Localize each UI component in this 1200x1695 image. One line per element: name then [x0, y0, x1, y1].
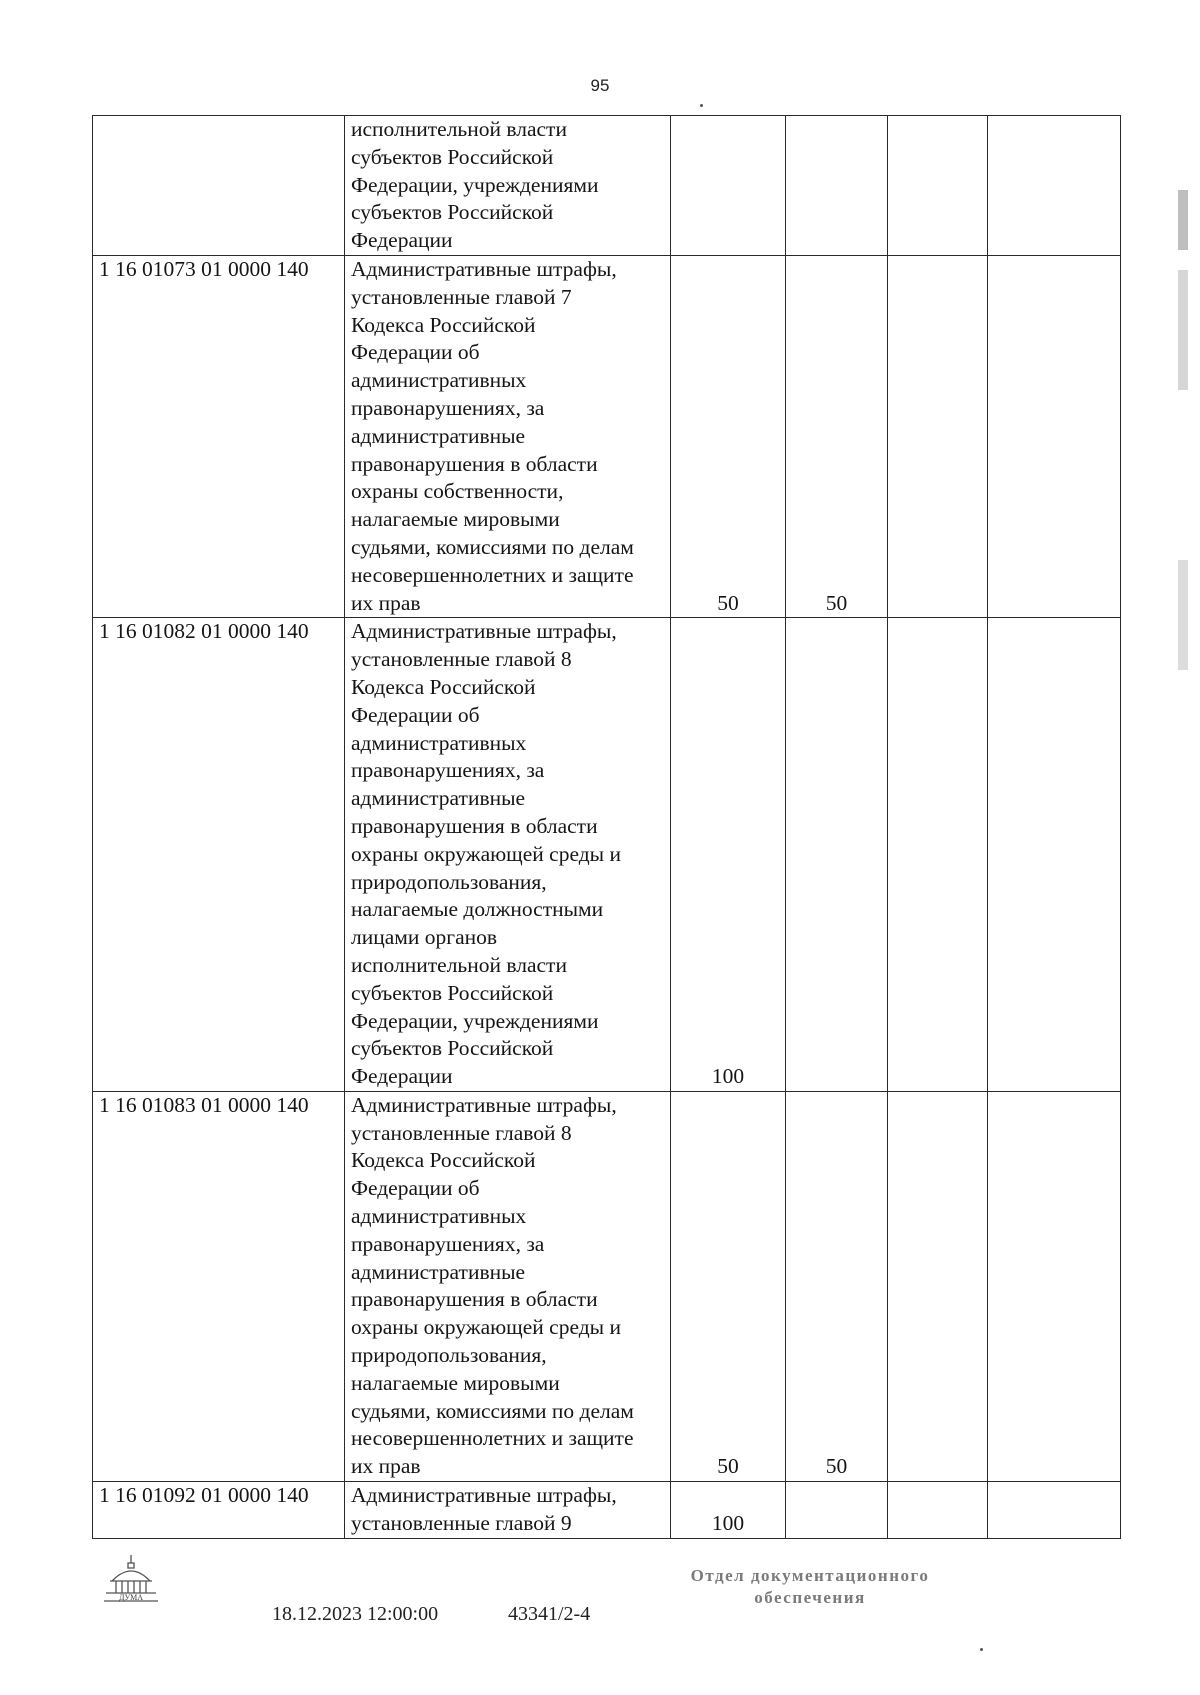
percent-value-cell — [988, 116, 1121, 256]
revenue-name-line: Федерации — [351, 228, 453, 253]
revenue-name-line: налагаемые мировыми — [351, 1370, 560, 1395]
revenue-name-line: Федерации — [351, 1064, 453, 1089]
revenue-name-line: охраны собственности, — [351, 479, 564, 504]
percent-value-cell — [988, 255, 1121, 617]
logo-text: ДУМА — [118, 1593, 144, 1602]
revenue-name-line: установленные главой 7 — [351, 284, 572, 309]
revenue-name-cell — [345, 116, 671, 256]
revenue-name-line: их прав — [351, 590, 421, 615]
percent-value-cell — [786, 1482, 888, 1539]
revenue-name-line: Административные штрафы, — [351, 256, 617, 281]
revenue-name-line: субъектов Российской — [351, 980, 554, 1005]
revenue-name-line: установленные главой 9 — [351, 1510, 572, 1535]
table-row — [93, 1091, 1121, 1481]
revenue-name-cell — [345, 618, 671, 1092]
stamp-line-1: Отдел документационного — [690, 1566, 930, 1585]
revenue-name-line: Административные штрафы, — [351, 619, 617, 644]
revenue-name-line: правонарушения в области — [351, 1287, 598, 1312]
table-row — [93, 618, 1121, 1092]
revenue-name-line: несовершеннолетних и защите — [351, 562, 634, 587]
percent-value-cell: 100 — [671, 618, 786, 1092]
revenue-name-line: установленные главой 8 — [351, 647, 572, 672]
percent-value-cell — [888, 1482, 988, 1539]
page-number: 95 — [590, 76, 610, 95]
revenue-name-line: Федерации об — [351, 340, 480, 365]
percent-value-cell — [786, 618, 888, 1092]
percent-value-cell: 50 — [671, 255, 786, 617]
revenue-name-line: Федерации, учреждениями — [351, 172, 599, 197]
stamp-line-2: обеспечения — [754, 1588, 866, 1607]
revenue-name-line: Кодекса Российской — [351, 674, 536, 699]
table-row — [93, 116, 1121, 256]
revenue-name-line: субъектов Российской — [351, 200, 554, 225]
budget-code-cell — [93, 116, 345, 256]
revenue-name-line: их прав — [351, 1454, 421, 1479]
percent-value-cell — [671, 116, 786, 256]
department-stamp — [660, 1565, 960, 1609]
revenue-name-line: правонарушениях, за — [351, 395, 545, 420]
revenue-name-line: Федерации, учреждениями — [351, 1008, 599, 1033]
percent-value-cell — [888, 1091, 988, 1481]
budget-code-cell: 1 16 01083 01 0000 140 — [93, 1091, 345, 1481]
table-row — [93, 255, 1121, 617]
revenue-name-line: судьями, комиссиями по делам — [351, 1398, 634, 1423]
revenue-name-line: охраны окружающей среды и — [351, 1315, 621, 1340]
budget-code-cell: 1 16 01082 01 0000 140 — [93, 618, 345, 1092]
revenue-name-line: исполнительной власти — [351, 117, 567, 141]
revenue-name-line: административных — [351, 730, 527, 755]
percent-value-cell — [988, 618, 1121, 1092]
revenue-name-cell — [345, 1091, 671, 1481]
revenue-name-line: правонарушениях, за — [351, 1231, 545, 1256]
scan-speck — [700, 104, 703, 107]
scan-edge-artifact — [1180, 0, 1196, 1695]
percent-value-cell: 100 — [671, 1482, 786, 1539]
percent-value-cell — [988, 1091, 1121, 1481]
revenue-name-line: установленные главой 8 — [351, 1120, 572, 1145]
percent-value-cell — [888, 618, 988, 1092]
revenue-name-line: административные — [351, 1259, 526, 1284]
revenue-name-line: административные — [351, 786, 526, 811]
revenue-name-line: лицами органов — [351, 925, 498, 950]
footer-document-number: 43341/2-4 — [508, 1603, 591, 1625]
revenue-name-line: природопользования, — [351, 869, 547, 894]
revenue-name-line: субъектов Российской — [351, 1036, 554, 1061]
percent-value-cell: 50 — [786, 1091, 888, 1481]
revenue-name-line: Административные штрафы, — [351, 1483, 617, 1508]
percent-value-cell — [888, 116, 988, 256]
revenue-name-cell — [345, 255, 671, 617]
revenue-name-line: административные — [351, 423, 526, 448]
budget-code-cell: 1 16 01092 01 0000 140 — [93, 1482, 345, 1539]
revenue-name-line: налагаемые мировыми — [351, 507, 560, 532]
table-body — [93, 116, 1121, 1539]
revenue-name-line: административных — [351, 368, 527, 393]
revenue-name-line: исполнительной власти — [351, 952, 567, 977]
revenue-name-line: Федерации об — [351, 1176, 480, 1201]
revenue-name-line: охраны окружающей среды и — [351, 841, 621, 866]
percent-value-cell — [988, 1482, 1121, 1539]
percent-value-cell: 50 — [671, 1091, 786, 1481]
revenue-table-container — [92, 115, 1120, 1539]
scan-speck — [980, 1648, 983, 1651]
revenue-name-line: правонарушения в области — [351, 451, 598, 476]
footer-datetime: 18.12.2023 12:00:00 — [272, 1603, 439, 1625]
percent-value-cell: 50 — [786, 255, 888, 617]
table-row — [93, 1482, 1121, 1539]
revenue-name-line: Кодекса Российской — [351, 312, 536, 337]
revenue-table — [92, 115, 1121, 1539]
revenue-name-line: правонарушениях, за — [351, 758, 545, 783]
revenue-name-line: Федерации об — [351, 702, 480, 727]
percent-value-cell — [786, 116, 888, 256]
revenue-name-line: субъектов Российской — [351, 144, 554, 169]
revenue-name-line: природопользования, — [351, 1343, 547, 1368]
revenue-name-line: Административные штрафы, — [351, 1092, 617, 1117]
revenue-name-cell — [345, 1482, 671, 1539]
budget-code-cell: 1 16 01073 01 0000 140 — [93, 255, 345, 617]
percent-value-cell — [888, 255, 988, 617]
revenue-name-line: Кодекса Российской — [351, 1148, 536, 1173]
revenue-name-line: правонарушения в области — [351, 813, 598, 838]
revenue-name-line: административных — [351, 1204, 527, 1229]
revenue-name-line: налагаемые должностными — [351, 897, 604, 922]
duma-building-logo-icon — [100, 1553, 162, 1607]
revenue-name-line: судьями, комиссиями по делам — [351, 534, 634, 559]
revenue-name-line: несовершеннолетних и защите — [351, 1426, 634, 1451]
